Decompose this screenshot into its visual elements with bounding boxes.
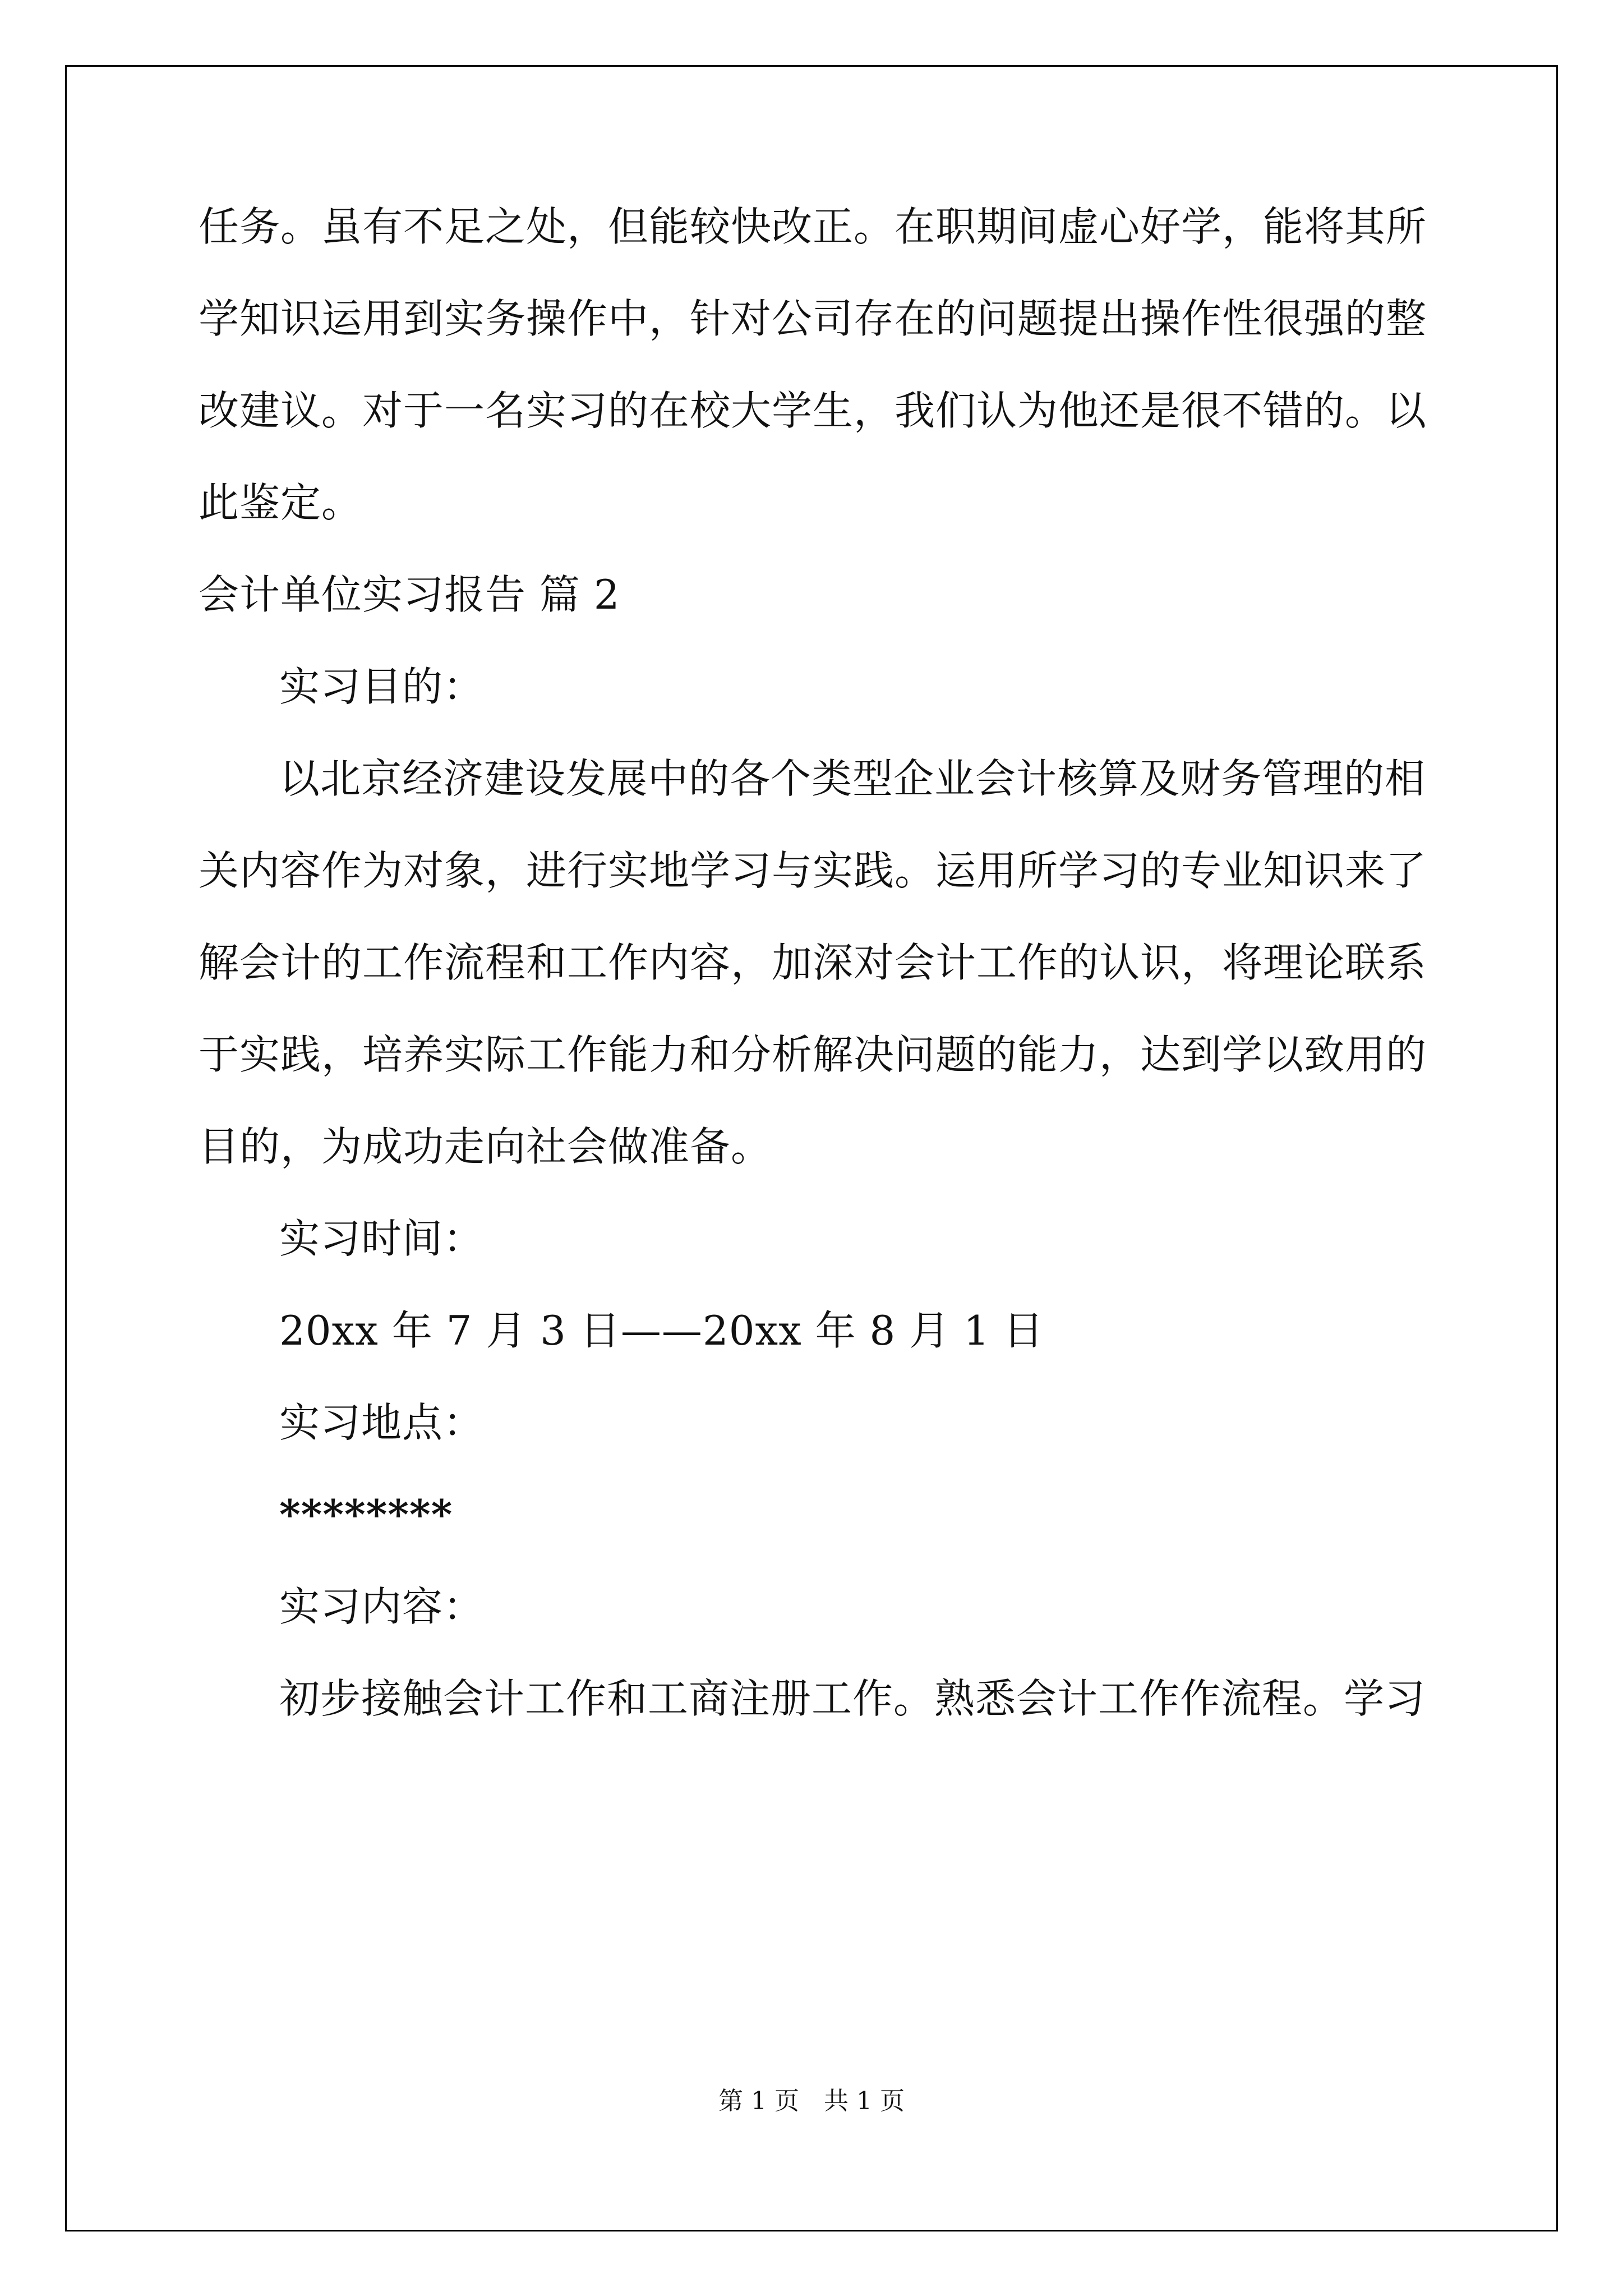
paragraph-line: 以北京经济建设发展中的各个类型企业会计核算及财务管理的相 (279, 755, 1426, 802)
redacted-location: ******** (279, 1490, 453, 1538)
paragraph-line: 任务。虽有不足之处，但能较快改正。在职期间虚心好学，能将其所 (199, 203, 1427, 250)
subheading-location: 实习地点： (279, 1399, 485, 1446)
section-heading: 会计单位实习报告 篇 2 (199, 571, 620, 618)
paragraph-line: 初步接触会计工作和工商注册工作。熟悉会计工作作流程。学习 (279, 1675, 1426, 1722)
paragraph-line: 目的，为成功走向社会做准备。 (199, 1123, 772, 1170)
paragraph-line: 于实践，培养实际工作能力和分析解决问题的能力，达到学以致用的 (199, 1031, 1427, 1078)
paragraph-line: 关内容作为对象，进行实地学习与实践。运用所学习的专业知识来了 (199, 847, 1427, 894)
paragraph-line: 解会计的工作流程和工作内容，加深对会计工作的认识，将理论联系 (199, 939, 1427, 986)
paragraph-line: 学知识运用到实务操作中，针对公司存在的问题提出操作性很强的整 (199, 295, 1427, 342)
subheading-purpose: 实习目的： (279, 663, 485, 710)
paragraph-line: 改建议。对于一名实习的在校大学生，我们认为他还是很不错的。以 (199, 387, 1427, 434)
paragraph-line: 此鉴定。 (199, 479, 363, 526)
page-footer: 第 1 页 共 1 页 (718, 2087, 905, 2115)
date-range: 20xx 年 7 月 3 日——20xx 年 8 月 1 日 (279, 1307, 1044, 1354)
subheading-time: 实习时间： (279, 1215, 485, 1262)
subheading-content: 实习内容： (279, 1583, 485, 1630)
